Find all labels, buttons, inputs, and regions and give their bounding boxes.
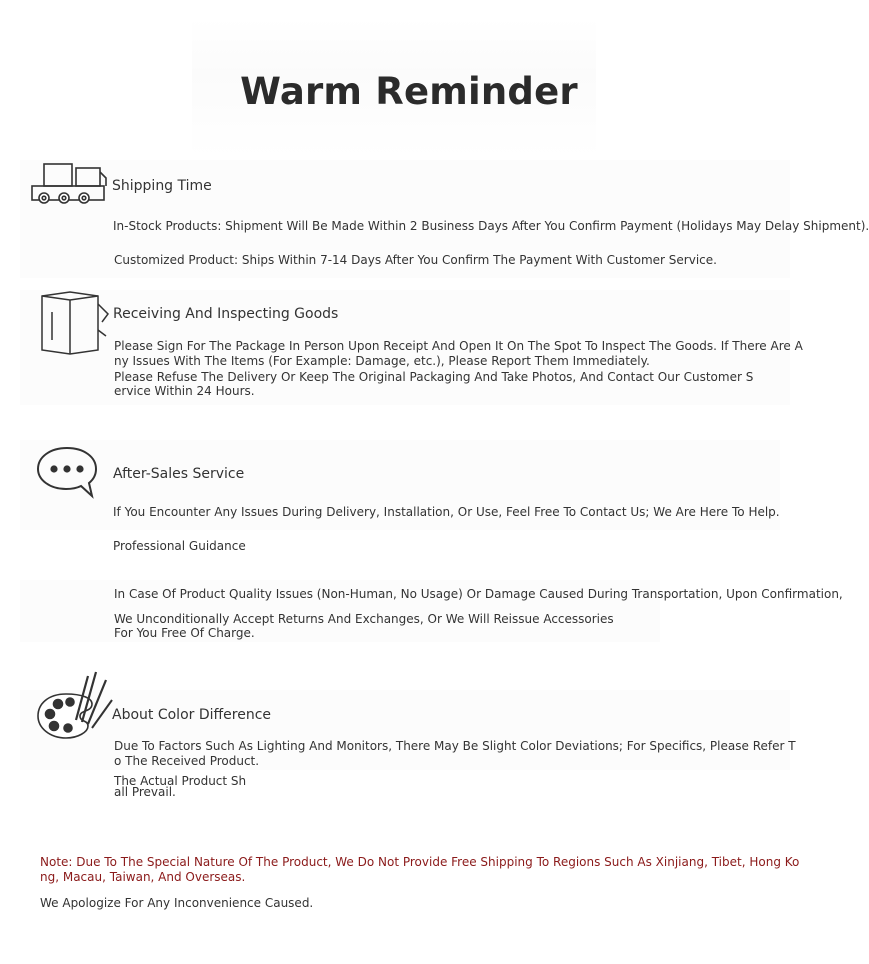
apology-text: We Apologize For Any Inconvenience Caused.	[40, 896, 314, 910]
palette-icon	[36, 670, 114, 742]
receiving-line-2b: ervice Within 24 Hours.	[114, 384, 255, 398]
shipping-note-line-1: Note: Due To The Special Nature Of The Product, We Do Not Provide Free Shipping To Regions Such As Xinjiang, Tibet, Hong Ko	[40, 855, 800, 869]
receiving-heading: Receiving And Inspecting Goods	[113, 306, 339, 322]
color-line-1b: o The Received Product.	[114, 754, 260, 768]
package-icon	[36, 290, 112, 358]
aftersales-line-4a: We Unconditionally Accept Returns And Exchanges, Or We Will Reissue Accessories	[114, 612, 614, 626]
color-heading: About Color Difference	[112, 707, 272, 723]
aftersales-line-4b: For You Free Of Charge.	[114, 626, 255, 640]
color-line-2b: all Prevail.	[114, 785, 176, 799]
truck-icon	[30, 160, 108, 208]
aftersales-line-1: If You Encounter Any Issues During Delivery, Installation, Or Use, Feel Free To Contact Us; We Are Here To Help.	[113, 505, 780, 519]
shipping-line-2: Customized Product: Ships Within 7-14 Days After You Confirm The Payment With Customer Service.	[114, 253, 717, 267]
aftersales-line-2: Professional Guidance	[113, 539, 246, 553]
shipping-line-1: In-Stock Products: Shipment Will Be Made Within 2 Business Days After You Confirm Payment (Holidays May Delay Shipment).	[113, 219, 869, 233]
shipping-note-line-2: ng, Macau, Taiwan, And Overseas.	[40, 870, 246, 884]
receiving-line-1a: Please Sign For The Package In Person Upon Receipt And Open It On The Spot To Inspect The Goods. If There Are A	[114, 339, 803, 353]
page-title: Warm Reminder	[240, 70, 578, 113]
chat-bubble-icon	[36, 444, 98, 500]
color-line-2a: The Actual Product Sh	[114, 774, 247, 788]
aftersales-heading: After-Sales Service	[113, 466, 245, 482]
color-line-1a: Due To Factors Such As Lighting And Monitors, There May Be Slight Color Deviations; For Specifics, Please Refer T	[114, 739, 796, 753]
shipping-heading: Shipping Time	[112, 178, 212, 194]
receiving-line-2a: Please Refuse The Delivery Or Keep The Original Packaging And Take Photos, And Contact Our Customer S	[114, 370, 754, 384]
aftersales-line-3: In Case Of Product Quality Issues (Non-Human, No Usage) Or Damage Caused During Transportation, Upon Confirmation,	[114, 587, 843, 601]
receiving-line-1b: ny Issues With The Items (For Example: Damage, etc.), Please Report Them Immediately.	[114, 354, 650, 368]
